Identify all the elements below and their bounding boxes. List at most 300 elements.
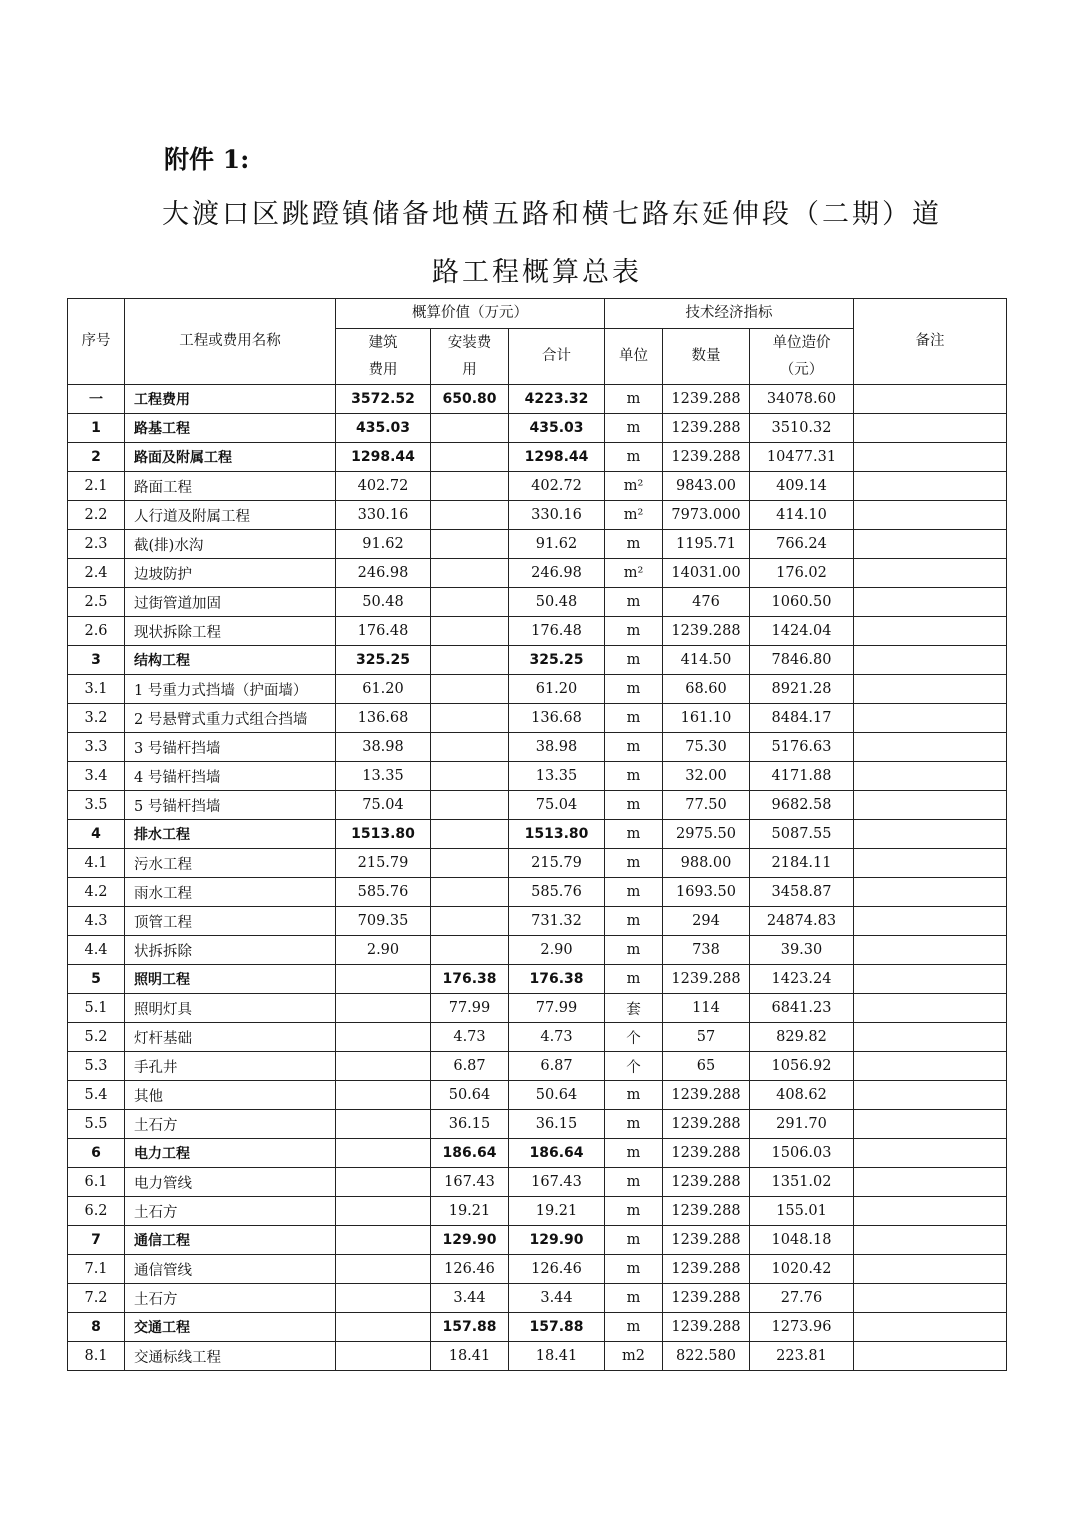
cell-build-cost: 13.35 — [336, 762, 431, 791]
cell-install-cost: 4.73 — [431, 1023, 509, 1052]
cell-remark — [854, 1255, 1007, 1284]
cell-install-cost: 157.88 — [431, 1313, 509, 1342]
cell-unit-price: 1020.42 — [750, 1255, 854, 1284]
cell-item-name: 通信工程 — [125, 1226, 336, 1255]
cell-quantity: 2975.50 — [663, 820, 750, 849]
cell-build-cost: 215.79 — [336, 849, 431, 878]
cell-install-cost — [431, 588, 509, 617]
cell-quantity: 1239.288 — [663, 443, 750, 472]
cell-remark — [854, 878, 1007, 907]
cell-seq: 3.4 — [68, 762, 125, 791]
cell-quantity: 1195.71 — [663, 530, 750, 559]
cell-install-cost: 167.43 — [431, 1168, 509, 1197]
cell-build-cost: 38.98 — [336, 733, 431, 762]
cell-build-cost — [336, 1139, 431, 1168]
cell-item-name: 人行道及附属工程 — [125, 501, 336, 530]
cell-seq: 8.1 — [68, 1342, 125, 1371]
cell-seq: 5.2 — [68, 1023, 125, 1052]
cell-quantity: 294 — [663, 907, 750, 936]
cell-unit-price: 3510.32 — [750, 414, 854, 443]
cell-install-cost — [431, 878, 509, 907]
cell-seq: 6.1 — [68, 1168, 125, 1197]
cell-item-name: 状拆拆除 — [125, 936, 336, 965]
cell-unit-price: 1423.24 — [750, 965, 854, 994]
cell-quantity: 75.30 — [663, 733, 750, 762]
table-row — [68, 443, 1007, 472]
cell-install-cost: 50.64 — [431, 1081, 509, 1110]
cell-unit-price: 5087.55 — [750, 820, 854, 849]
header-build-cost — [336, 329, 431, 385]
cell-unit: m — [605, 588, 663, 617]
cell-seq: 7.2 — [68, 1284, 125, 1313]
cell-seq: 8 — [68, 1313, 125, 1342]
cell-item-name: 交通工程 — [125, 1313, 336, 1342]
cell-install-cost — [431, 559, 509, 588]
cell-remark — [854, 588, 1007, 617]
cell-remark — [854, 501, 1007, 530]
table-row — [68, 1255, 1007, 1284]
cell-unit-price: 5176.63 — [750, 733, 854, 762]
cell-unit-price: 414.10 — [750, 501, 854, 530]
cell-remark — [854, 1313, 1007, 1342]
table-row — [68, 501, 1007, 530]
cell-seq: 5.4 — [68, 1081, 125, 1110]
cell-seq: 4.2 — [68, 878, 125, 907]
cell-quantity: 476 — [663, 588, 750, 617]
cell-item-name: 边坡防护 — [125, 559, 336, 588]
table-row — [68, 762, 1007, 791]
table-row — [68, 1081, 1007, 1110]
cell-total: 731.32 — [509, 907, 605, 936]
attachment-label: 附件 1: — [164, 145, 250, 174]
cell-remark — [854, 936, 1007, 965]
cell-unit-price: 766.24 — [750, 530, 854, 559]
cell-total: 215.79 — [509, 849, 605, 878]
cell-unit: m² — [605, 559, 663, 588]
cell-total: 3.44 — [509, 1284, 605, 1313]
table-row — [68, 414, 1007, 443]
cell-install-cost — [431, 733, 509, 762]
cell-seq: 4 — [68, 820, 125, 849]
cell-quantity: 57 — [663, 1023, 750, 1052]
cell-quantity: 1239.288 — [663, 1081, 750, 1110]
header-install-line-1: 安装费 — [447, 334, 492, 351]
cell-install-cost — [431, 791, 509, 820]
cell-item-name: 路面工程 — [125, 472, 336, 501]
cell-build-cost — [336, 1110, 431, 1139]
cell-install-cost — [431, 472, 509, 501]
cell-total: 246.98 — [509, 559, 605, 588]
header-quantity: 数量 — [663, 329, 750, 385]
table-row — [68, 849, 1007, 878]
cell-total: 186.64 — [509, 1139, 605, 1168]
cell-unit-price: 34078.60 — [750, 385, 854, 414]
cell-build-cost: 50.48 — [336, 588, 431, 617]
table-row — [68, 1197, 1007, 1226]
cell-unit-price: 2184.11 — [750, 849, 854, 878]
cell-build-cost: 325.25 — [336, 646, 431, 675]
cell-quantity: 1693.50 — [663, 878, 750, 907]
cell-remark — [854, 1052, 1007, 1081]
cell-build-cost — [336, 1081, 431, 1110]
cell-unit-price: 10477.31 — [750, 443, 854, 472]
table-row — [68, 965, 1007, 994]
cell-item-name: 2 号悬臂式重力式组合挡墙 — [125, 704, 336, 733]
cell-build-cost — [336, 965, 431, 994]
cell-install-cost — [431, 443, 509, 472]
cell-total: 1298.44 — [509, 443, 605, 472]
cell-unit: 个 — [605, 1023, 663, 1052]
cell-seq: 一 — [68, 385, 125, 414]
cell-unit: m — [605, 1139, 663, 1168]
table-row — [68, 1226, 1007, 1255]
cell-install-cost: 77.99 — [431, 994, 509, 1023]
header-remark: 备注 — [854, 299, 1007, 385]
cell-quantity: 1239.288 — [663, 1284, 750, 1313]
header-name: 工程或费用名称 — [125, 299, 336, 385]
cell-total: 402.72 — [509, 472, 605, 501]
table-row — [68, 617, 1007, 646]
cell-item-name: 1 号重力式挡墙（护面墙） — [125, 675, 336, 704]
cell-total: 157.88 — [509, 1313, 605, 1342]
cell-remark — [854, 617, 1007, 646]
cell-seq: 7.1 — [68, 1255, 125, 1284]
cell-unit: m² — [605, 472, 663, 501]
table-row — [68, 820, 1007, 849]
cell-seq: 3 — [68, 646, 125, 675]
table-row — [68, 907, 1007, 936]
cell-quantity: 68.60 — [663, 675, 750, 704]
cell-unit-price: 8921.28 — [750, 675, 854, 704]
cell-item-name: 路基工程 — [125, 414, 336, 443]
cell-total: 36.15 — [509, 1110, 605, 1139]
cell-unit: m — [605, 733, 663, 762]
table-row — [68, 385, 1007, 414]
cell-item-name: 顶管工程 — [125, 907, 336, 936]
cell-install-cost — [431, 414, 509, 443]
header-estimate-group: 概算价值（万元） — [336, 299, 605, 329]
cell-item-name: 其他 — [125, 1081, 336, 1110]
cell-unit: m — [605, 617, 663, 646]
cell-item-name: 通信管线 — [125, 1255, 336, 1284]
cell-unit-price: 39.30 — [750, 936, 854, 965]
cell-install-cost: 176.38 — [431, 965, 509, 994]
cell-build-cost: 585.76 — [336, 878, 431, 907]
header-unit-price-line-1: 单位造价 — [772, 334, 831, 351]
cell-unit: m — [605, 530, 663, 559]
cell-seq: 2 — [68, 443, 125, 472]
cell-install-cost — [431, 762, 509, 791]
cell-quantity: 77.50 — [663, 791, 750, 820]
cell-quantity: 414.50 — [663, 646, 750, 675]
cell-unit-price: 1351.02 — [750, 1168, 854, 1197]
cell-quantity: 822.580 — [663, 1342, 750, 1371]
cell-build-cost: 61.20 — [336, 675, 431, 704]
cell-seq: 6 — [68, 1139, 125, 1168]
cell-unit-price: 223.81 — [750, 1342, 854, 1371]
cell-build-cost: 176.48 — [336, 617, 431, 646]
cell-total: 50.48 — [509, 588, 605, 617]
header-unit-price-line-2: （元） — [779, 361, 824, 378]
cell-total: 325.25 — [509, 646, 605, 675]
cell-quantity: 14031.00 — [663, 559, 750, 588]
cell-install-cost — [431, 501, 509, 530]
cell-quantity: 1239.288 — [663, 617, 750, 646]
cell-item-name: 过街管道加固 — [125, 588, 336, 617]
cell-seq: 5 — [68, 965, 125, 994]
cell-item-name: 土石方 — [125, 1197, 336, 1226]
cell-seq: 2.6 — [68, 617, 125, 646]
cell-total: 129.90 — [509, 1226, 605, 1255]
cell-seq: 5.5 — [68, 1110, 125, 1139]
cell-build-cost — [336, 994, 431, 1023]
cell-build-cost: 136.68 — [336, 704, 431, 733]
cell-build-cost — [336, 1197, 431, 1226]
cell-total: 4.73 — [509, 1023, 605, 1052]
cell-quantity: 9843.00 — [663, 472, 750, 501]
cell-unit-price: 27.76 — [750, 1284, 854, 1313]
cell-total: 176.48 — [509, 617, 605, 646]
cell-item-name: 灯杆基础 — [125, 1023, 336, 1052]
cell-total: 136.68 — [509, 704, 605, 733]
cell-build-cost: 75.04 — [336, 791, 431, 820]
table-row — [68, 1052, 1007, 1081]
cell-install-cost: 186.64 — [431, 1139, 509, 1168]
cell-unit: m — [605, 791, 663, 820]
table-row — [68, 733, 1007, 762]
table-row — [68, 1139, 1007, 1168]
table-row — [68, 675, 1007, 704]
cell-remark — [854, 1284, 1007, 1313]
cell-item-name: 照明工程 — [125, 965, 336, 994]
cell-unit-price: 24874.83 — [750, 907, 854, 936]
cell-unit: m — [605, 1197, 663, 1226]
table-row — [68, 1313, 1007, 1342]
cell-remark — [854, 849, 1007, 878]
table-row — [68, 878, 1007, 907]
cell-build-cost: 402.72 — [336, 472, 431, 501]
cell-quantity: 738 — [663, 936, 750, 965]
cell-total: 91.62 — [509, 530, 605, 559]
cell-install-cost — [431, 704, 509, 733]
cell-remark — [854, 559, 1007, 588]
cell-item-name: 交通标线工程 — [125, 1342, 336, 1371]
table-row — [68, 994, 1007, 1023]
cell-total: 330.16 — [509, 501, 605, 530]
cell-build-cost: 2.90 — [336, 936, 431, 965]
cell-unit: m — [605, 646, 663, 675]
cell-build-cost: 3572.52 — [336, 385, 431, 414]
cell-remark — [854, 414, 1007, 443]
cell-item-name: 土石方 — [125, 1284, 336, 1313]
cell-unit-price: 9682.58 — [750, 791, 854, 820]
table-row — [68, 1110, 1007, 1139]
table-row — [68, 588, 1007, 617]
cell-item-name: 现状拆除工程 — [125, 617, 336, 646]
cell-unit: m — [605, 1168, 663, 1197]
cell-build-cost — [336, 1255, 431, 1284]
document-title-line-2: 路工程概算总表 — [432, 257, 642, 288]
cell-unit: m2 — [605, 1342, 663, 1371]
cell-build-cost: 435.03 — [336, 414, 431, 443]
table-row — [68, 472, 1007, 501]
cell-unit: m — [605, 1110, 663, 1139]
cell-unit-price: 3458.87 — [750, 878, 854, 907]
cell-unit: m — [605, 849, 663, 878]
cell-unit-price: 829.82 — [750, 1023, 854, 1052]
cell-install-cost: 18.41 — [431, 1342, 509, 1371]
cell-remark — [854, 1139, 1007, 1168]
cell-seq: 1 — [68, 414, 125, 443]
cell-remark — [854, 1226, 1007, 1255]
document-title-line-1: 大渡口区跳蹬镇储备地横五路和横七路东延伸段（二期）道 — [162, 199, 942, 230]
cell-item-name: 电力工程 — [125, 1139, 336, 1168]
cell-unit: m — [605, 704, 663, 733]
cell-quantity: 1239.288 — [663, 1168, 750, 1197]
cell-unit-price: 291.70 — [750, 1110, 854, 1139]
cell-remark — [854, 733, 1007, 762]
cell-seq: 2.1 — [68, 472, 125, 501]
cell-item-name: 3 号锚杆挡墙 — [125, 733, 336, 762]
cell-item-name: 污水工程 — [125, 849, 336, 878]
cell-install-cost — [431, 646, 509, 675]
cell-build-cost: 1513.80 — [336, 820, 431, 849]
cell-seq: 2.3 — [68, 530, 125, 559]
cell-quantity: 1239.288 — [663, 1313, 750, 1342]
cell-quantity: 7973.000 — [663, 501, 750, 530]
cell-total: 126.46 — [509, 1255, 605, 1284]
cell-item-name: 手孔井 — [125, 1052, 336, 1081]
cell-install-cost — [431, 820, 509, 849]
cell-unit-price: 155.01 — [750, 1197, 854, 1226]
cell-seq: 3.2 — [68, 704, 125, 733]
cell-unit-price: 1273.96 — [750, 1313, 854, 1342]
cell-item-name: 4 号锚杆挡墙 — [125, 762, 336, 791]
cell-remark — [854, 704, 1007, 733]
cell-install-cost: 19.21 — [431, 1197, 509, 1226]
header-build-line-1: 建筑 — [368, 334, 398, 351]
cell-total: 75.04 — [509, 791, 605, 820]
cell-seq: 4.1 — [68, 849, 125, 878]
cell-total: 176.38 — [509, 965, 605, 994]
cell-seq: 3.3 — [68, 733, 125, 762]
cell-build-cost — [336, 1342, 431, 1371]
cell-quantity: 1239.288 — [663, 1255, 750, 1284]
cell-install-cost — [431, 936, 509, 965]
cell-seq: 3.1 — [68, 675, 125, 704]
cell-remark — [854, 1342, 1007, 1371]
cell-install-cost — [431, 849, 509, 878]
cell-unit: m — [605, 1081, 663, 1110]
cell-remark — [854, 994, 1007, 1023]
cell-quantity: 114 — [663, 994, 750, 1023]
cell-item-name: 结构工程 — [125, 646, 336, 675]
cell-quantity: 65 — [663, 1052, 750, 1081]
cell-unit-price: 1048.18 — [750, 1226, 854, 1255]
table-row — [68, 646, 1007, 675]
cell-remark — [854, 907, 1007, 936]
cell-total: 61.20 — [509, 675, 605, 704]
table-row — [68, 1023, 1007, 1052]
cell-quantity: 1239.288 — [663, 1226, 750, 1255]
cell-total: 1513.80 — [509, 820, 605, 849]
cell-total: 167.43 — [509, 1168, 605, 1197]
cell-total: 38.98 — [509, 733, 605, 762]
cell-quantity: 1239.288 — [663, 1110, 750, 1139]
cell-build-cost: 91.62 — [336, 530, 431, 559]
cell-build-cost: 330.16 — [336, 501, 431, 530]
cell-remark — [854, 530, 1007, 559]
cell-build-cost: 246.98 — [336, 559, 431, 588]
cell-build-cost — [336, 1284, 431, 1313]
cell-unit-price: 7846.80 — [750, 646, 854, 675]
table-row — [68, 1342, 1007, 1371]
cell-remark — [854, 675, 1007, 704]
cell-unit-price: 408.62 — [750, 1081, 854, 1110]
cell-unit-price: 4171.88 — [750, 762, 854, 791]
cell-unit: m — [605, 443, 663, 472]
cell-unit: m — [605, 414, 663, 443]
cell-unit: m — [605, 907, 663, 936]
cell-item-name: 土石方 — [125, 1110, 336, 1139]
header-build-line-2: 费用 — [368, 361, 398, 378]
table-row — [68, 791, 1007, 820]
cell-seq: 7 — [68, 1226, 125, 1255]
cell-total: 6.87 — [509, 1052, 605, 1081]
cell-install-cost: 3.44 — [431, 1284, 509, 1313]
table-row — [68, 704, 1007, 733]
cell-unit-price: 1056.92 — [750, 1052, 854, 1081]
table-row — [68, 936, 1007, 965]
header-unit-price — [750, 329, 854, 385]
cell-remark — [854, 791, 1007, 820]
cell-seq: 2.4 — [68, 559, 125, 588]
cell-unit: m — [605, 878, 663, 907]
header-indicator-group: 技术经济指标 — [605, 299, 854, 329]
cell-seq: 5.3 — [68, 1052, 125, 1081]
cell-unit: m — [605, 820, 663, 849]
cell-build-cost — [336, 1168, 431, 1197]
cell-install-cost: 6.87 — [431, 1052, 509, 1081]
cell-unit: m — [605, 1255, 663, 1284]
cell-total: 50.64 — [509, 1081, 605, 1110]
cell-quantity: 1239.288 — [663, 414, 750, 443]
cell-seq: 3.5 — [68, 791, 125, 820]
cell-item-name: 5 号锚杆挡墙 — [125, 791, 336, 820]
cell-item-name: 路面及附属工程 — [125, 443, 336, 472]
cell-build-cost — [336, 1052, 431, 1081]
header-seq: 序号 — [68, 299, 125, 385]
cell-unit: m — [605, 1284, 663, 1313]
header-unit: 单位 — [605, 329, 663, 385]
cell-unit-price: 6841.23 — [750, 994, 854, 1023]
cell-remark — [854, 472, 1007, 501]
header-total: 合计 — [509, 329, 605, 385]
cell-unit: m — [605, 936, 663, 965]
cell-total: 2.90 — [509, 936, 605, 965]
cell-seq: 2.2 — [68, 501, 125, 530]
cell-quantity: 161.10 — [663, 704, 750, 733]
cell-seq: 2.5 — [68, 588, 125, 617]
cell-quantity: 1239.288 — [663, 385, 750, 414]
cell-install-cost: 650.80 — [431, 385, 509, 414]
cell-unit: m² — [605, 501, 663, 530]
cell-quantity: 1239.288 — [663, 965, 750, 994]
cell-remark — [854, 1168, 1007, 1197]
cell-unit-price: 409.14 — [750, 472, 854, 501]
cell-remark — [854, 385, 1007, 414]
cell-install-cost — [431, 530, 509, 559]
